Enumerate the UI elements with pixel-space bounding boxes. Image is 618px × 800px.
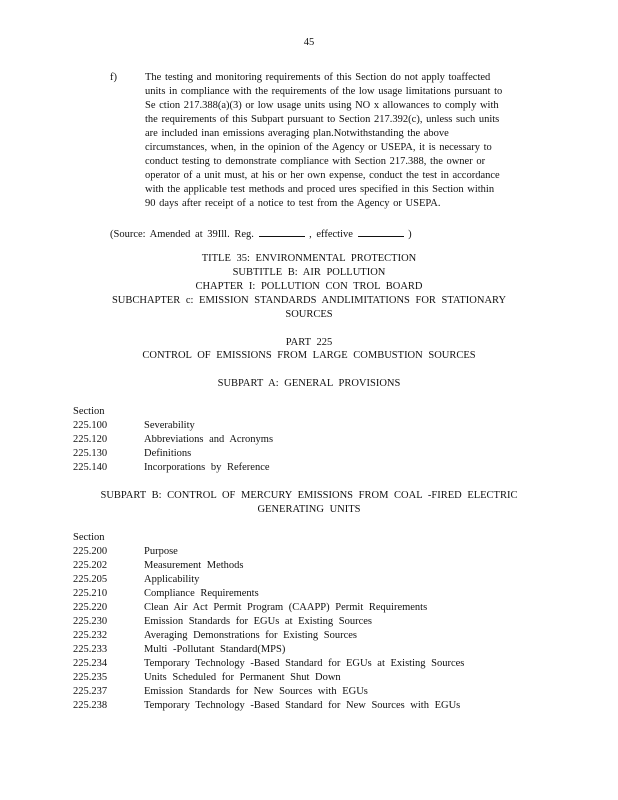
section-row <box>73 643 464 657</box>
source-note <box>110 226 412 242</box>
section-row <box>73 657 464 671</box>
paragraph-body <box>145 71 543 211</box>
section-number: 225.210 <box>73 588 108 599</box>
source-note-middle: , effective <box>309 229 353 240</box>
title-heading: TITLE 35: ENVIRONMENTAL PROTECTION <box>201 253 417 264</box>
section-title: Abbreviations and Acronyms <box>144 434 274 445</box>
section-row <box>73 447 273 461</box>
section-row <box>73 601 464 615</box>
paragraph-line: operator of a unit must, at his or her own expense, conduct the test in accordance <box>145 170 500 181</box>
section-title: Emission Standards for EGUs at Existing Sources <box>144 616 372 627</box>
section-number: 225.140 <box>73 462 108 473</box>
section-number: 225.100 <box>73 420 108 431</box>
section-title: Multi -Pollutant Standard(MPS) <box>144 644 286 655</box>
section-row <box>73 699 464 713</box>
part-heading: PART 225 <box>285 337 333 348</box>
subpart-b-heading-cont: GENERATING UNITS <box>257 504 361 515</box>
section-header: Section <box>73 532 105 543</box>
section-title: Units Scheduled for Permanent Shut Down <box>144 672 341 683</box>
section-row <box>73 419 273 433</box>
section-row <box>73 545 464 559</box>
source-note-suffix: ) <box>408 229 412 240</box>
subchapter-heading: SUBCHAPTER c: EMISSION STANDARDS ANDLIMITATIONS FOR STATIONARY <box>111 295 507 306</box>
section-number: 225.235 <box>73 672 108 683</box>
section-title: Compliance Requirements <box>144 588 259 599</box>
paragraph-line: with the applicable test methods and proced ures specified in this Section within <box>145 184 495 195</box>
section-row <box>73 587 464 601</box>
section-number: 225.238 <box>73 700 108 711</box>
section-row <box>73 685 464 699</box>
part-title: CONTROL OF EMISSIONS FROM LARGE COMBUSTION SOURCES <box>142 350 476 361</box>
section-title: Applicability <box>144 574 200 585</box>
section-row <box>73 671 464 685</box>
source-effective-blank <box>358 226 404 237</box>
section-title: Measurement Methods <box>144 560 244 571</box>
section-title: Emission Standards for New Sources with EGUs <box>144 686 368 697</box>
section-title: Definitions <box>144 448 192 459</box>
section-row <box>73 433 273 447</box>
subpart-a-section-list <box>73 405 273 475</box>
paragraph-line: the requirements of this Subpart pursuant to Section 217.392(c), unless such units <box>145 114 500 125</box>
section-title: Severability <box>144 420 195 431</box>
source-note-prefix: (Source: Amended at 39Ill. Reg. <box>110 229 254 240</box>
section-number: 225.205 <box>73 574 108 585</box>
section-title: Averaging Demonstrations for Existing Sources <box>144 630 358 641</box>
section-title: Incorporations by Reference <box>144 462 270 473</box>
section-row <box>73 573 464 587</box>
subpart-b-heading: SUBPART B: CONTROL OF MERCURY EMISSIONS FROM COAL -FIRED ELECTRIC <box>100 490 518 501</box>
section-number: 225.232 <box>73 630 108 641</box>
chapter-heading: CHAPTER I: POLLUTION CON TROL BOARD <box>195 281 423 292</box>
subchapter-heading-cont: SOURCES <box>285 309 333 320</box>
page-number: 45 <box>303 37 315 48</box>
section-row <box>73 461 273 475</box>
section-number: 225.230 <box>73 616 108 627</box>
paragraph-line: are included inan emissions averaging plan.Notwithstanding the above <box>145 128 449 139</box>
paragraph-line: Se ction 217.388(a)(3) or low usage units using NO x allowances to comply with <box>145 100 499 111</box>
subtitle-heading: SUBTITLE B: AIR POLLUTION <box>232 267 386 278</box>
section-number: 225.233 <box>73 644 108 655</box>
section-number: 225.202 <box>73 560 108 571</box>
section-number: 225.237 <box>73 686 108 697</box>
section-title: Purpose <box>144 546 178 557</box>
section-number: 225.234 <box>73 658 108 669</box>
section-number: 225.200 <box>73 546 108 557</box>
section-number: 225.220 <box>73 602 108 613</box>
subpart-a-heading: SUBPART A: GENERAL PROVISIONS <box>217 378 401 389</box>
paragraph-line: circumstances, when, in the opinion of the Agency or USEPA, it is necessary to <box>145 142 492 153</box>
paragraph-line: units in compliance with the requirements of the low usage limitations pursuant to <box>145 86 503 97</box>
source-reg-blank <box>259 226 305 237</box>
section-title: Temporary Technology -Based Standard for EGUs at Existing Sources <box>144 658 465 669</box>
section-title: Temporary Technology -Based Standard for New Sources with EGUs <box>144 700 461 711</box>
subpart-b-section-list <box>73 531 464 713</box>
paragraph-label: f) <box>110 72 117 83</box>
section-title: Clean Air Act Permit Program (CAAPP) Permit Requirements <box>144 602 428 613</box>
paragraph-line: The testing and monitoring requirements of this Section do not apply toaffected <box>145 72 491 83</box>
section-row <box>73 629 464 643</box>
section-row <box>73 559 464 573</box>
paragraph-line: 90 days after receipt of a notice to test from the Agency or USEPA. <box>145 198 441 209</box>
section-header: Section <box>73 406 105 417</box>
section-number: 225.120 <box>73 434 108 445</box>
section-number: 225.130 <box>73 448 108 459</box>
paragraph-line: conduct testing to demonstrate compliance with Section 217.388, the owner or <box>145 156 486 167</box>
section-row <box>73 615 464 629</box>
